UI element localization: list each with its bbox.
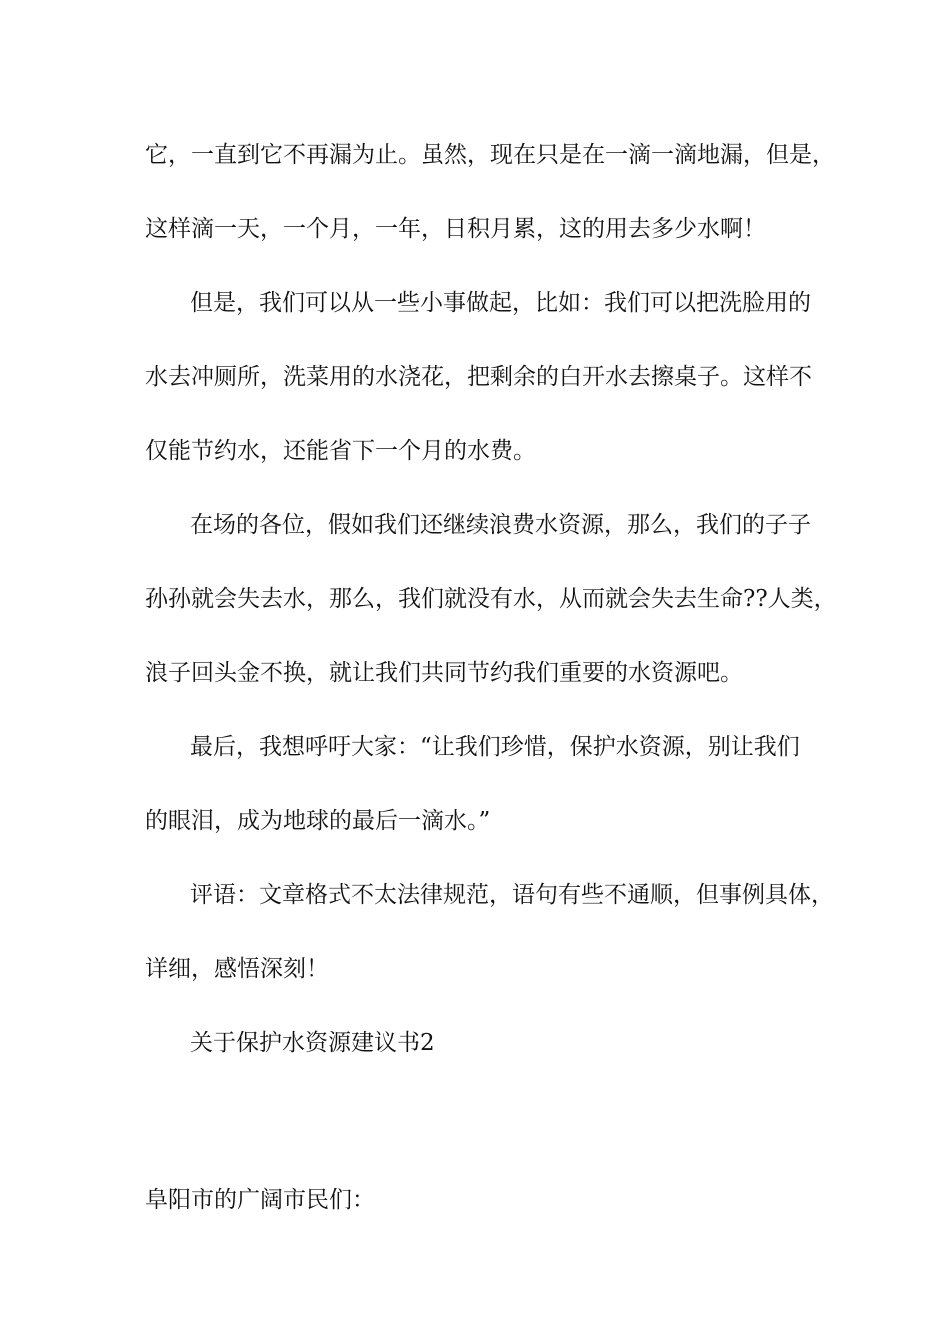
paragraph-line: 但是，我们可以从一些小事做起，比如：我们可以把洗脸用的: [190, 290, 811, 316]
comment-line: 详细，感悟深刻！: [145, 956, 329, 982]
paragraph-line: 孙孙就会失去水，那么，我们就没有水，从而就会失去生命??人类，: [145, 586, 837, 612]
salutation: 阜阳市的广阔市民们：: [145, 1187, 375, 1213]
paragraph-line: 浪子回头金不换，就让我们共同节约我们重要的水资源吧。: [145, 660, 743, 686]
paragraph-line: 最后，我想呼吁大家：“让我们珍惜，保护水资源，别让我们: [190, 734, 800, 760]
comment-line: 评语：文章格式不太法律规范，语句有些不通顺，但事例具体，: [190, 882, 834, 908]
section-title: 关于保护水资源建议书2: [190, 1030, 435, 1056]
paragraph-line: 水去冲厕所，洗菜用的水浇花，把剩余的白开水去擦桌子。这样不: [145, 364, 812, 390]
paragraph-line: 这样滴一天，一个月，一年，日积月累，这的用去多少水啊！: [145, 216, 766, 242]
paragraph-line: 在场的各位，假如我们还继续浪费水资源，那么，我们的子子: [190, 512, 811, 538]
paragraph-line: 的眼泪，成为地球的最后一滴水。”: [145, 808, 491, 834]
paragraph-line: 它，一直到它不再漏为止。虽然，现在只是在一滴一滴地漏，但是，: [145, 142, 835, 168]
paragraph-line: 仅能节约水，还能省下一个月的水费。: [145, 438, 536, 464]
